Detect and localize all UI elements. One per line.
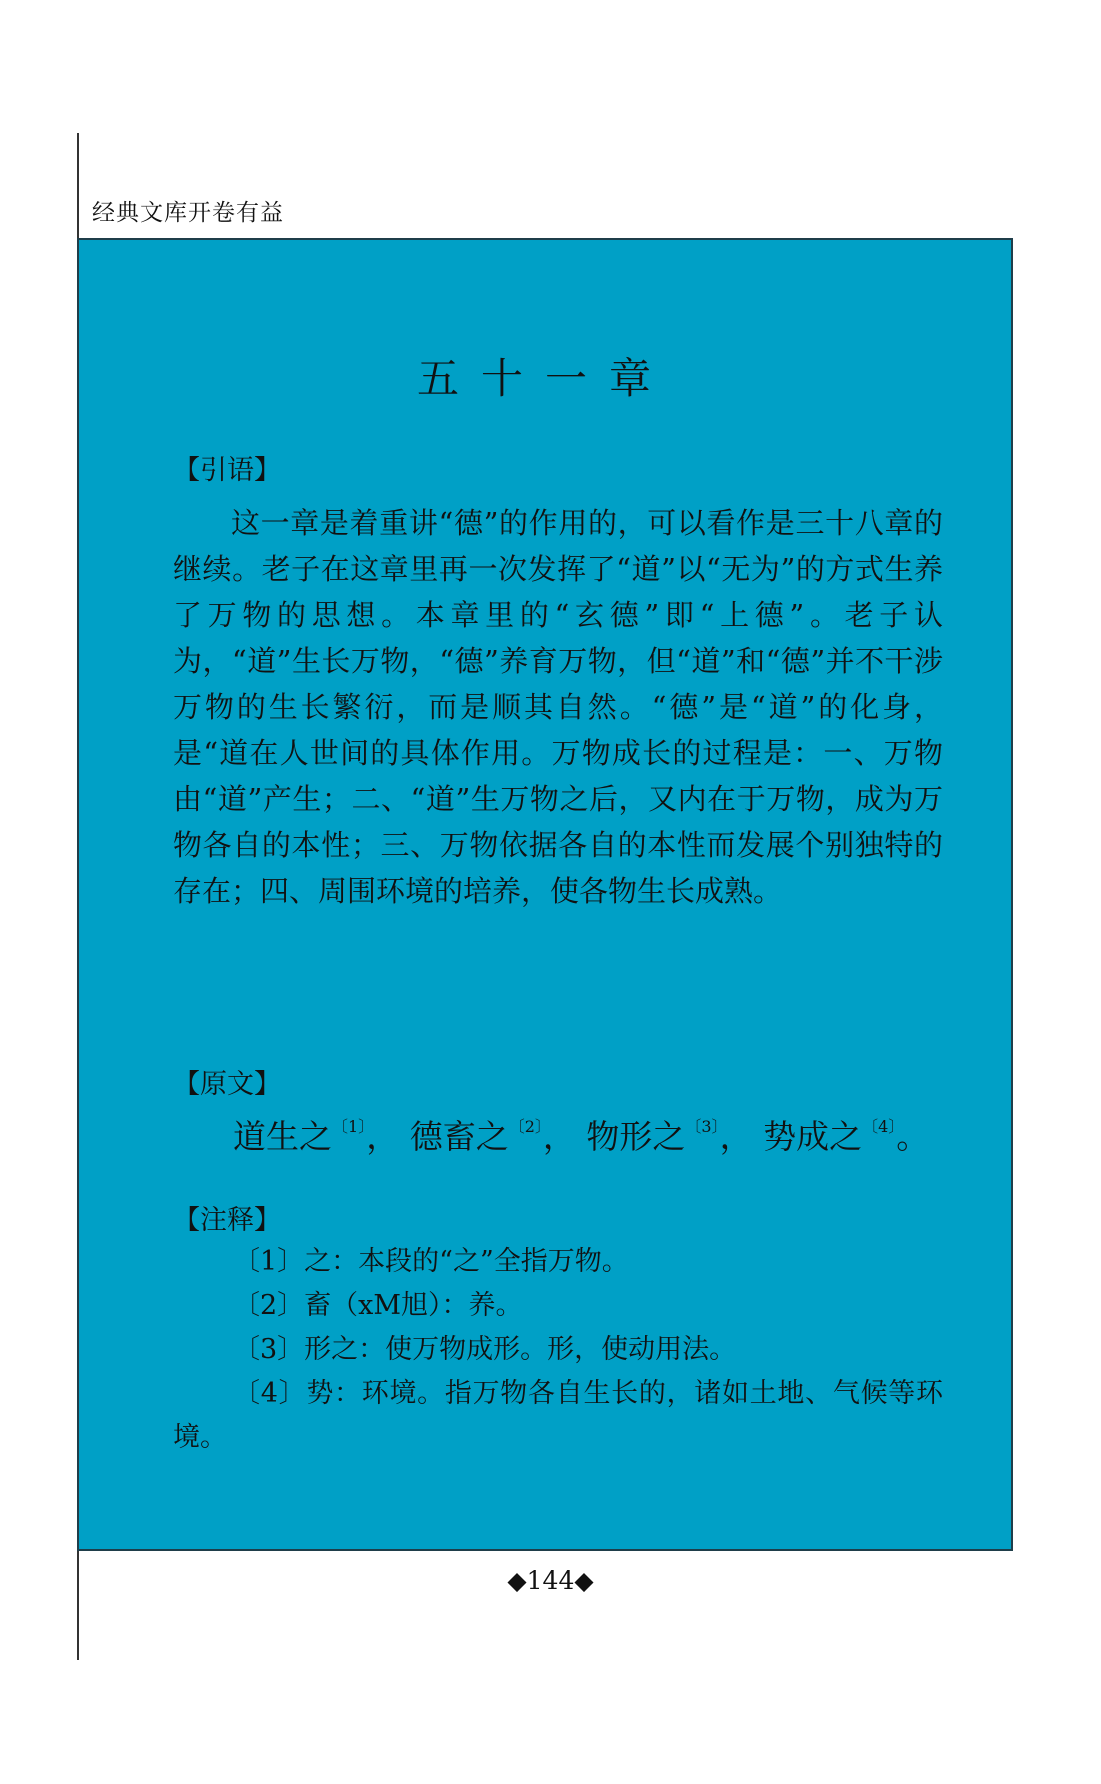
original-phrase: 德畜之 bbox=[409, 1117, 509, 1156]
chapter-title: 五十一章 bbox=[416, 354, 673, 403]
annotations-list bbox=[173, 1240, 943, 1460]
content-panel bbox=[77, 238, 1013, 1551]
annotation-item: 〔2〕畜（xM旭）：养。 bbox=[233, 1290, 523, 1321]
original-phrase: 物形之 bbox=[586, 1117, 686, 1156]
original-phrase: 道生之 bbox=[233, 1117, 332, 1156]
note-marker: 〔4〕 bbox=[862, 1117, 897, 1136]
original-text-heading: 【原文】 bbox=[173, 1069, 281, 1100]
page-number: ◆144◆ bbox=[507, 1566, 594, 1595]
punctuation: 。 bbox=[896, 1117, 930, 1156]
annotation-item: 〔4〕势：环境。指万物各自生长的，诸如土地、气候等环境。 bbox=[173, 1378, 943, 1453]
note-marker: 〔1〕 bbox=[332, 1117, 367, 1136]
note-marker: 〔3〕 bbox=[685, 1117, 720, 1136]
intro-heading: 【引语】 bbox=[173, 455, 281, 486]
punctuation: ， bbox=[719, 1117, 753, 1156]
running-header: 经典文库开卷有益 bbox=[92, 200, 284, 226]
annotation-item: 〔1〕之：本段的“之”全指万物。 bbox=[233, 1246, 629, 1277]
original-phrase: 势成之 bbox=[763, 1117, 863, 1156]
annotations-heading: 【注释】 bbox=[173, 1205, 281, 1236]
intro-paragraph: 这一章是着重讲“德”的作用的，可以看作是三十八章的继续。老子在这章里再一次发挥了“道”以“无为”的方式生养了万物的思想。本章里的“玄德”即“上德”。老子认为，“道”生长万物，“德”养育万物，但“道”和“德”并不干涉万物的生长繁衍，而是顺其自然。“德”是“道”的化身，是“道在人世间的具体作用。万物成长的过程是：一、万物由“道”产生；二、“道”生万物之后，又内在于万物，成为万物各自的本性；三、万物依据各自的本性而发展个别独特的存在；四、周围环境的培养，使各物生长成熟。 bbox=[173, 506, 943, 908]
punctuation: ， bbox=[542, 1117, 576, 1156]
original-text bbox=[233, 1103, 929, 1161]
annotation-item: 〔3〕形之：使万物成形。形，使动用法。 bbox=[233, 1334, 737, 1365]
note-marker: 〔2〕 bbox=[508, 1117, 543, 1136]
punctuation: ， bbox=[366, 1117, 400, 1156]
